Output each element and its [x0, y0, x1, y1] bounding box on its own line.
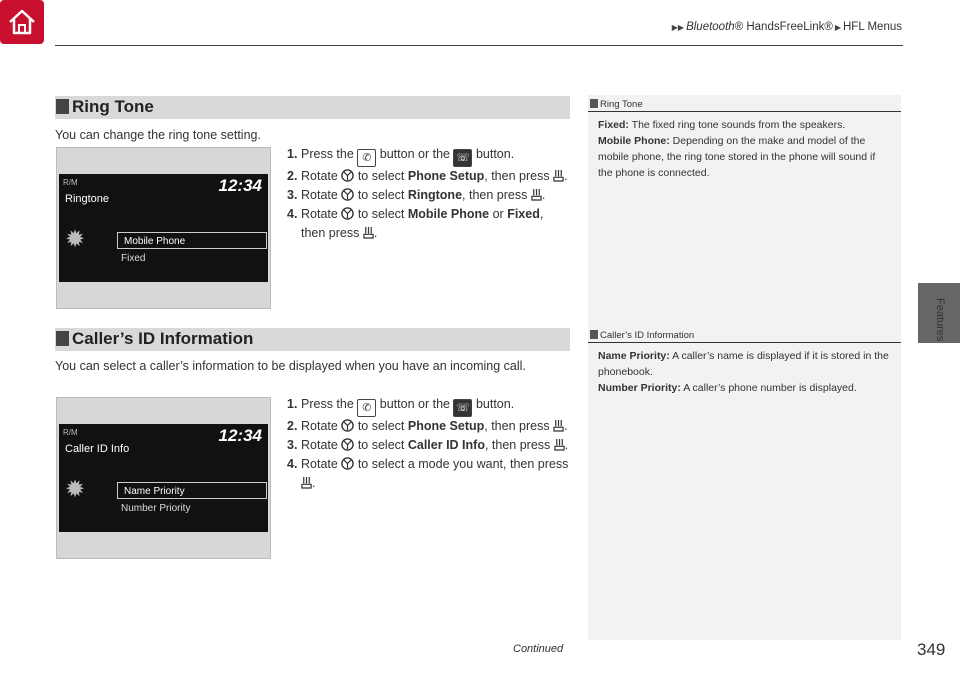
section-square-icon — [56, 331, 69, 346]
phone-button-icon: ✆ — [357, 149, 376, 167]
option-selected[interactable]: Mobile Phone — [117, 232, 267, 249]
gear-icon: ✹ — [65, 226, 86, 253]
clock: 12:34 — [218, 176, 262, 195]
interface-dial-icon — [341, 169, 354, 182]
option-other[interactable]: Fixed — [121, 253, 146, 264]
breadcrumb-hfl-menus[interactable]: HFL Menus — [842, 21, 902, 33]
gear-icon: ✹ — [65, 476, 86, 503]
step-1: 1. Press the ✆ button or the ☏ button. — [287, 145, 569, 167]
caller-id-intro: You can select a caller’s information to be displayed when you have an incoming call. — [55, 359, 526, 373]
press-dial-icon — [363, 226, 374, 239]
section-title: Caller’s ID Information — [72, 329, 254, 348]
caller-id-steps — [287, 395, 569, 493]
breadcrumb-arrow-icon: ▶▶ — [671, 23, 685, 32]
phone-button-icon: ✆ — [357, 399, 376, 417]
signal-icon: R/M — [63, 428, 78, 437]
note-body: Fixed: The fixed ring tone sounds from the speakers. Mobile Phone: Depending on the make and model of the mobile phone, the ring tone stored in the phone will sound if the phone is connected. — [598, 119, 876, 179]
press-dial-icon — [554, 438, 565, 451]
note-heading: Ring Tone — [588, 97, 901, 112]
note-ring-tone — [588, 97, 901, 181]
breadcrumb-handsfreelink[interactable]: ® HandsFreeLink® — [734, 21, 833, 33]
option-selected[interactable]: Name Priority — [117, 482, 267, 499]
pick-up-button-icon: ☏ — [453, 149, 472, 167]
breadcrumb-bluetooth[interactable]: Bluetooth — [686, 21, 735, 33]
breadcrumb-arrow-icon: ▶ — [834, 23, 841, 32]
interface-dial-icon — [341, 207, 354, 220]
chapter-label: Features — [934, 298, 946, 342]
section-title: Ring Tone — [72, 97, 154, 116]
continued-label: Continued — [513, 643, 564, 655]
home-icon[interactable] — [0, 0, 44, 44]
step-4: 4. Rotate to select a mode you want, then press . — [287, 457, 569, 490]
note-heading: Caller’s ID Information — [588, 328, 901, 343]
note-marker-icon — [590, 99, 598, 108]
step-1: 1. Press the ✆ button or the ☏ button. — [287, 395, 569, 417]
breadcrumb — [670, 21, 902, 33]
note-body: Name Priority: A caller’s name is displayed if it is stored in the phonebook. Number Priority: A caller’s phone number is displayed. — [598, 350, 889, 394]
interface-dial-icon — [341, 438, 354, 451]
ring-tone-intro: You can change the ring tone setting. — [55, 128, 261, 142]
pick-up-button-icon: ☏ — [453, 399, 472, 417]
step-2: 2. Rotate to select Phone Setup, then press . — [287, 419, 568, 433]
caller-id-screen-image — [56, 397, 271, 559]
ring-tone-steps — [287, 145, 569, 243]
display-screen — [59, 424, 268, 532]
display-screen — [59, 174, 268, 282]
option-other[interactable]: Number Priority — [121, 503, 191, 514]
step-3: 3. Rotate to select Caller ID Info, then press . — [287, 438, 569, 452]
step-3: 3. Rotate to select Ringtone, then press . — [287, 188, 546, 202]
header-rule — [55, 45, 903, 46]
interface-dial-icon — [341, 188, 354, 201]
press-dial-icon — [531, 188, 542, 201]
section-caller-id-heading — [55, 328, 570, 351]
screen-title: Caller ID Info — [65, 443, 130, 455]
screen-title: Ringtone — [65, 193, 110, 205]
note-marker-icon — [590, 330, 598, 339]
section-square-icon — [56, 99, 69, 114]
signal-icon: R/M — [63, 178, 78, 187]
clock: 12:34 — [218, 426, 262, 445]
step-2: 2. Rotate to select Phone Setup, then press . — [287, 169, 568, 183]
press-dial-icon — [301, 476, 312, 489]
press-dial-icon — [553, 169, 564, 182]
page-number: 349 — [917, 640, 946, 659]
interface-dial-icon — [341, 419, 354, 432]
note-caller-id — [588, 328, 901, 396]
interface-dial-icon — [341, 457, 354, 470]
section-ring-tone-heading — [55, 96, 570, 119]
step-4: 4. Rotate to select Mobile Phone or Fixed, then press . — [287, 207, 544, 240]
ring-tone-screen-image — [56, 147, 271, 309]
press-dial-icon — [553, 419, 564, 432]
